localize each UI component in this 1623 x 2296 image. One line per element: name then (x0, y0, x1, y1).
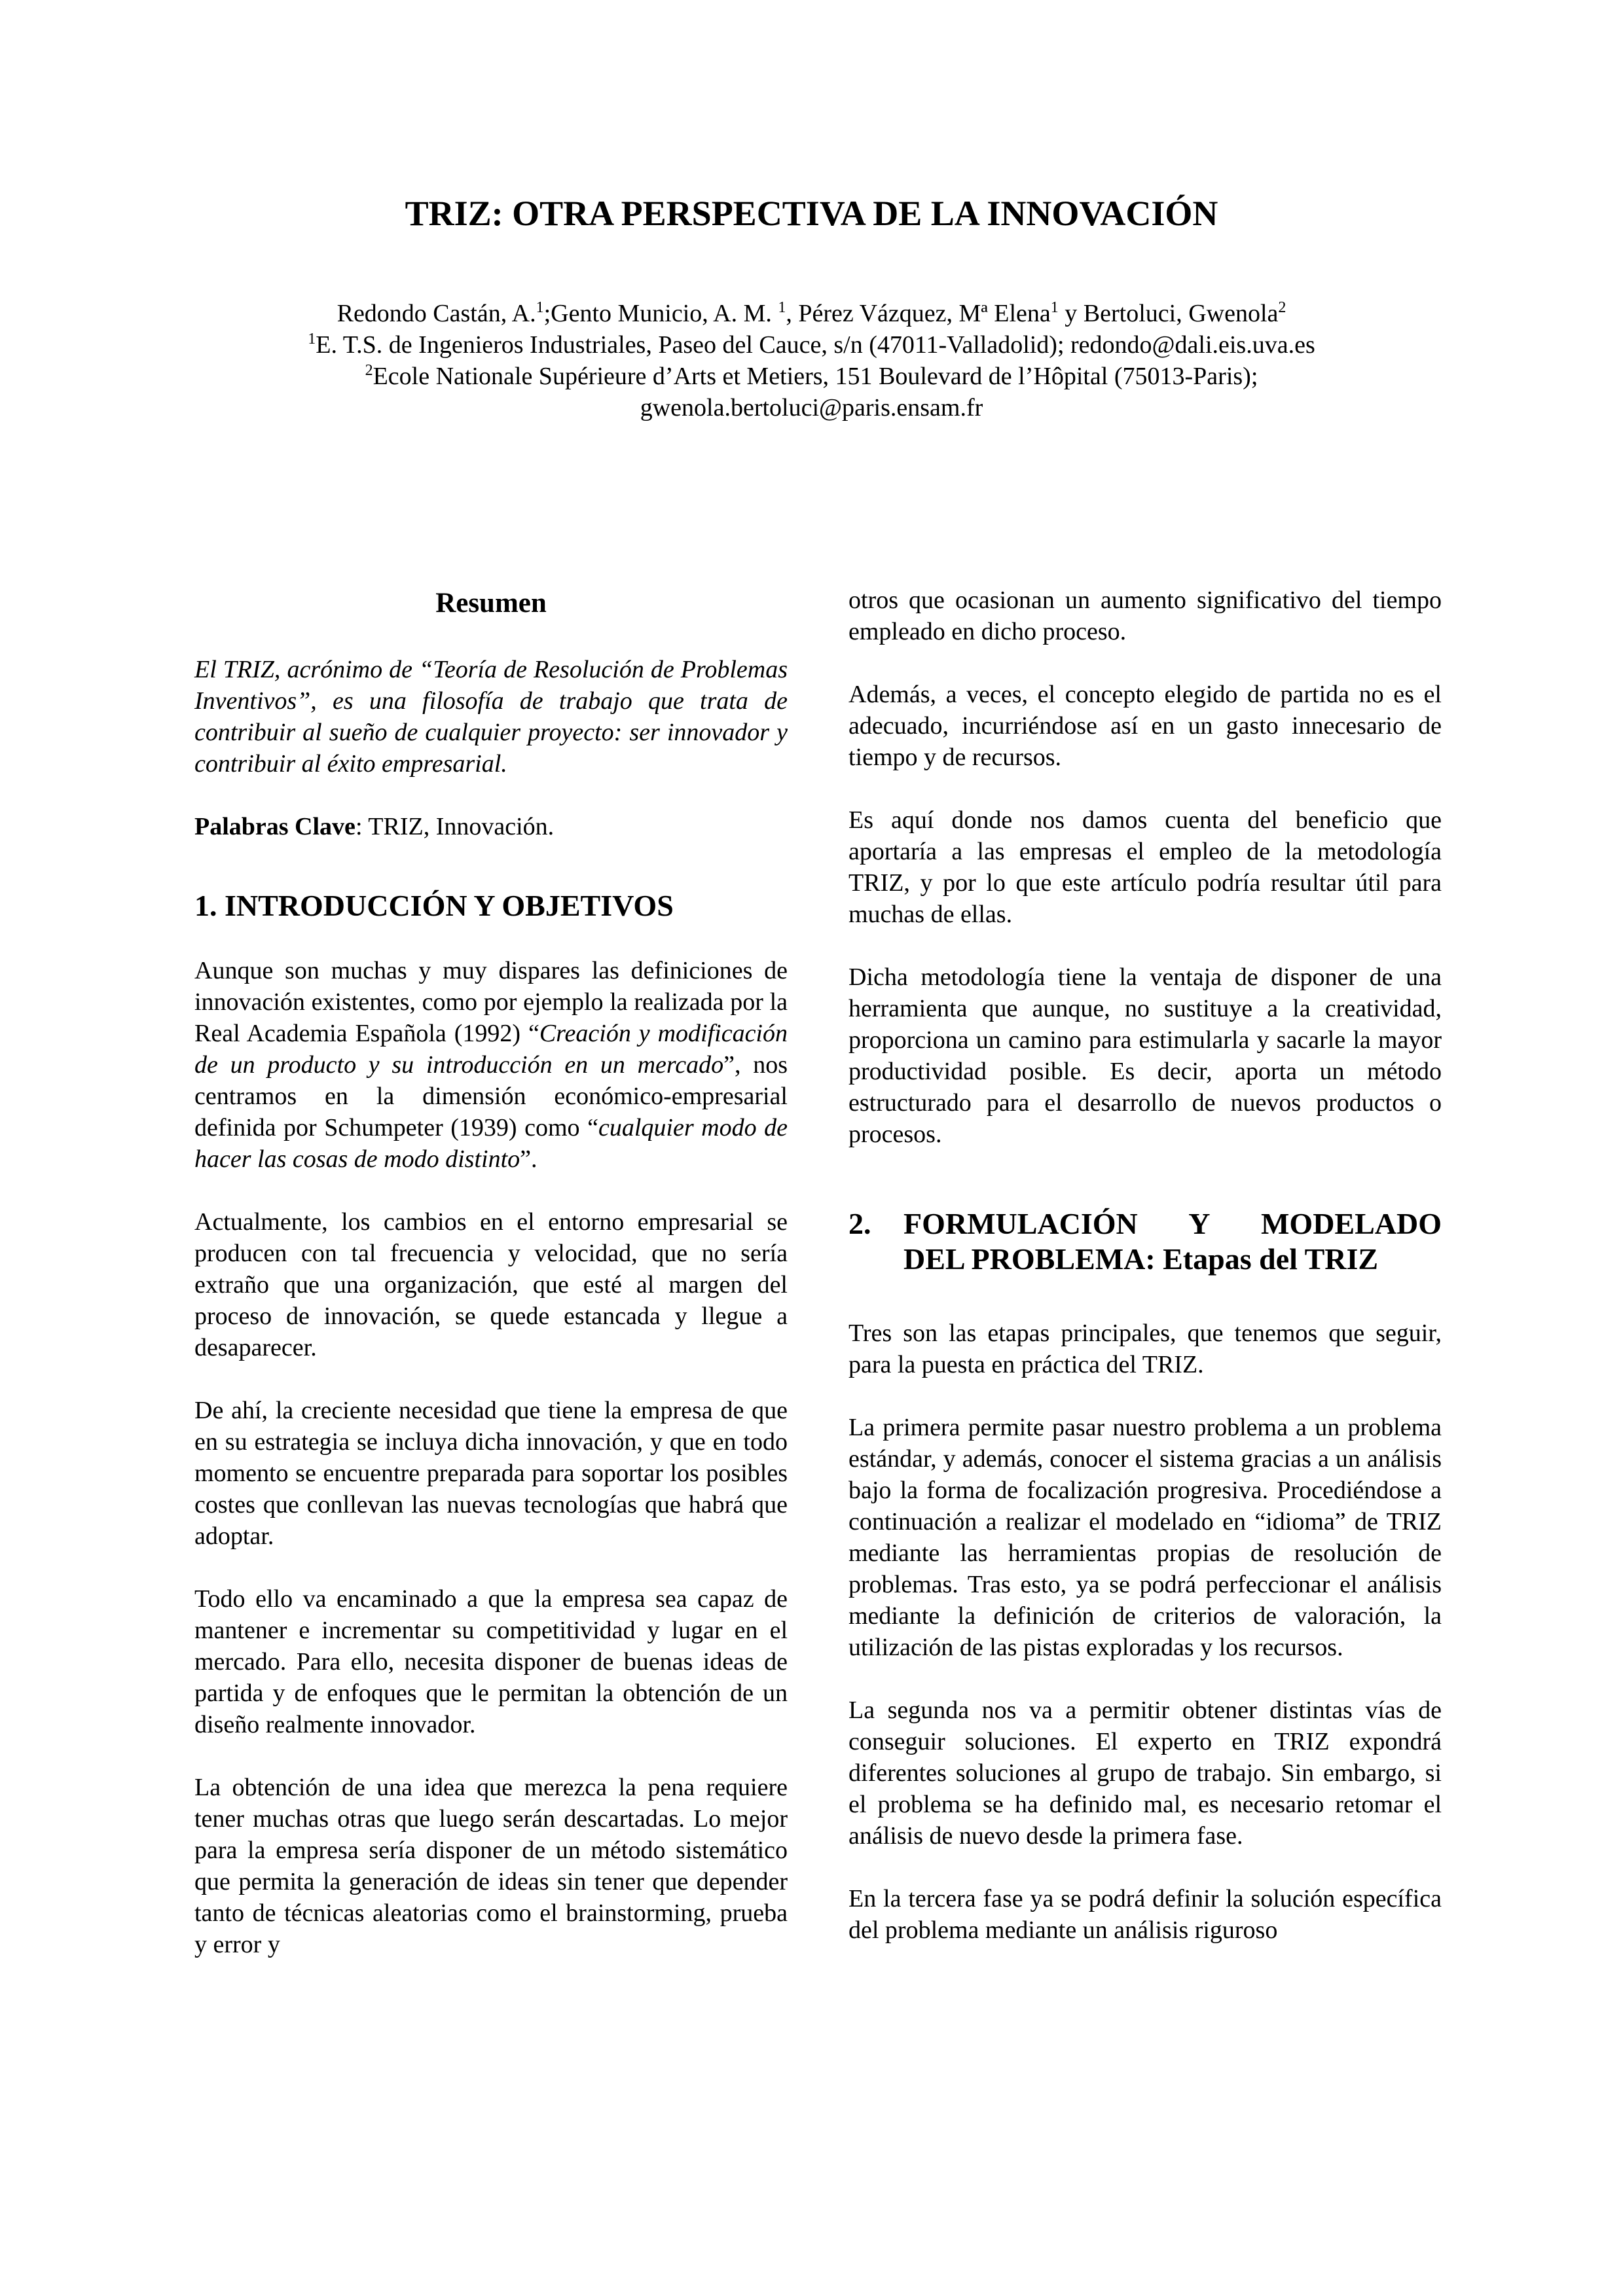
section-1-paragraph-2: Actualmente, los cambios en el entorno empresarial se producen con tal frecuencia y velocidad, que no sería extraño que una organización, que esté al margen del proceso de innovación, se quede estancada y llegue a desaparecer. (194, 1208, 788, 1361)
author-names: Redondo Castán, A.$^1$;Gento Municio, A. M. $^1$, Pérez Vázquez, Mª Elena$^1$ y Bertoluci, Gwenola$^2$ (337, 299, 1286, 327)
section-1-paragraph-1: Aunque son muchas y muy dispares las definiciones de innovación existentes, como por ejemplo la realizada por la Real Academia Española (1992) “Creación y modificación de un producto y su introducción en un mercado”, nos centramos en la dimensión económico-empresarial definida por Schumpeter (1939) como “cualquier modo de hacer las cosas de modo distinto”. (194, 957, 788, 1173)
section-2-heading-word-2: Y (1188, 1207, 1211, 1240)
section-1-paragraph-7: Además, a veces, el concepto elegido de partida no es el adecuado, incurriéndose así en un gasto innecesario de tiempo y de recursos. (848, 681, 1442, 771)
section-2-paragraph-2: La primera permite pasar nuestro problema a un problema estándar, y además, conocer el sistema gracias a un análisis bajo la forma de focalización progresiva. Procediéndose a continuación a realizar el modelado en “idioma” de TRIZ mediante las herramientas propias de resolución de problemas. Tras esto, ya se podrá perfeccionar el análisis mediante la definición de criterios de valoración, la utilización de las pistas exploradas y los recursos. (848, 1414, 1442, 1661)
section-1-paragraph-4: Todo ello va encaminado a que la empresa sea capaz de mantener e incrementar su competitividad y lugar en el mercado. Para ello, necesita disponer de buenas ideas de partida y de enfoques que le permitan la obtención de un diseño realmente innovador. (194, 1585, 788, 1738)
abstract-text: El TRIZ, acrónimo de “Teoría de Resolución de Problemas Inventivos”, es una filosofía de trabajo que trata de contribuir al sueño de cualquier proyecto: ser innovador y contribuir al éxito empresarial. (194, 656, 788, 778)
section-2-heading (848, 1206, 1442, 1277)
section-2-paragraph-1: Tres son las etapas principales, que tenemos que seguir, para la puesta en práctica del TRIZ. (848, 1319, 1442, 1378)
section-1-paragraph-8: Es aquí donde nos damos cuenta del beneficio que aportaría a las empresas el empleo de la metodología TRIZ, y por lo que este artículo podría resultar útil para muchas de ellas. (848, 806, 1442, 928)
section-2-number: 2. (848, 1207, 871, 1240)
section-2-heading-word-1: FORMULACIÓN (903, 1207, 1138, 1240)
section-2-paragraph-4: En la tercera fase ya se podrá definir la solución específica del problema mediante un análisis riguroso (848, 1885, 1442, 1944)
abstract-heading: Resumen (435, 588, 547, 619)
section-1-paragraph-9: Dicha metodología tiene la ventaja de disponer de una herramienta que aunque, no sustituye a la creatividad, proporciona un camino para estimularla y sacarle la mayor productividad posible. Es decir, aporta un método estructurado para el desarrollo de nuevos productos o procesos. (848, 963, 1442, 1148)
section-2-heading-word-3: MODELADO (1261, 1207, 1442, 1240)
author-block (0, 298, 1623, 423)
section-1-paragraph-5: La obtención de una idea que merezca la pena requiere tener muchas otras que luego serán descartadas. Lo mejor para la empresa sería disponer de un método sistemático que permita la generación de ideas sin tener que depender tanto de técnicas aleatorias como el brainstorming, prueba y error y (194, 1774, 788, 1958)
section-2-heading-line-2: DEL PROBLEMA: Etapas del TRIZ (903, 1242, 1379, 1276)
affiliation-2-email: gwenola.bertoluci@paris.ensam.fr (640, 394, 983, 422)
affiliation-1: $^1$E. T.S. de Ingenieros Industriales, Paseo del Cauce, s/n (47011-Valladolid); redondo@dali.eis.uva.es (308, 331, 1315, 359)
section-1-paragraph-3: De ahí, la creciente necesidad que tiene la empresa de que en su estrategia se incluya dicha innovación, y que en todo momento se encuentre preparada para soportar los posibles costes que conllevan las nuevas tecnologías que habrá que adoptar. (194, 1397, 788, 1550)
affiliation-2: $^2$Ecole Nationale Supérieure d’Arts et Metiers, 151 Boulevard de l’Hôpital (75013-Paris); (365, 362, 1258, 390)
section-1-heading: 1. INTRODUCCIÓN Y OBJETIVOS (194, 889, 674, 922)
section-1-paragraph-6: otros que ocasionan un aumento significativo del tiempo empleado en dicho proceso. (848, 586, 1442, 645)
left-column (194, 576, 788, 1992)
paper-title: TRIZ: OTRA PERSPECTIVA DE LA INNOVACIÓN (405, 194, 1218, 233)
right-column (848, 584, 1442, 1977)
keywords: Palabras Clave: TRIZ, Innovación. (194, 813, 555, 840)
section-2-paragraph-3: La segunda nos va a permitir obtener distintas vías de conseguir soluciones. El experto en TRIZ expondrá diferentes soluciones al grupo de trabajo. Sin embargo, si el problema se ha definido mal, es necesario retomar el análisis de nuevo desde la primera fase. (848, 1696, 1442, 1850)
